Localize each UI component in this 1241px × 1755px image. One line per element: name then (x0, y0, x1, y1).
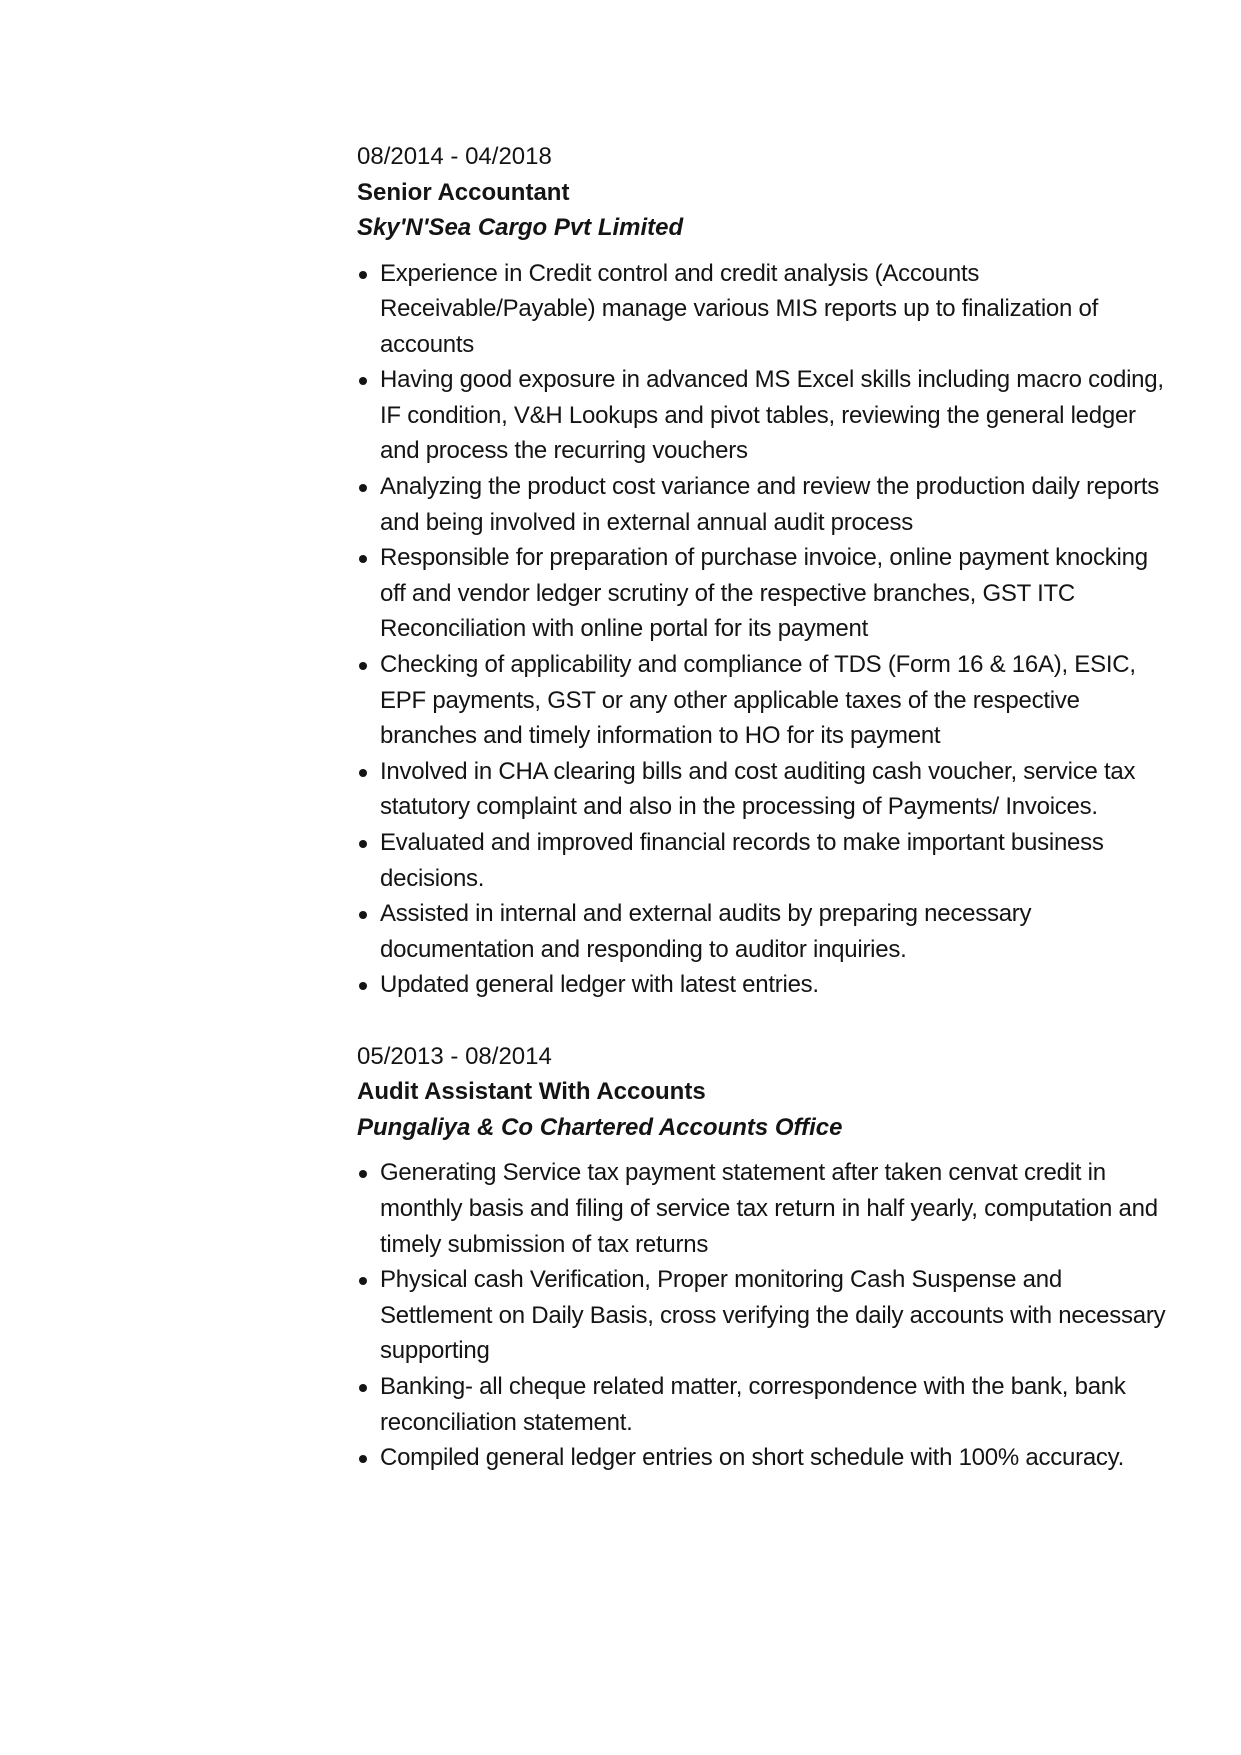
job-company: Pungaliya & Co Chartered Accounts Office (357, 1113, 843, 1141)
list-item (357, 967, 1177, 1003)
job-dates: 08/2014 - 04/2018 (357, 143, 552, 170)
bullet-icon (359, 271, 367, 279)
list-item-text: Evaluated and improved financial records to make important business decisions. (380, 829, 1104, 892)
list-item (357, 754, 1177, 825)
job-title: Audit Assistant With Accounts (357, 1078, 706, 1106)
job-company: Sky'N'Sea Cargo Pvt Limited (357, 214, 684, 241)
list-item-text: Compiled general ledger entries on short schedule with 100% accuracy. (380, 1444, 1125, 1472)
bullet-icon (359, 555, 367, 563)
bullet-icon (359, 662, 367, 670)
list-item (357, 1155, 1177, 1262)
list-item-text: Experience in Credit control and credit analysis (Accounts Receivable/Payable) manage various MIS reports up to finalization of accounts (380, 259, 1099, 358)
bullet-icon (359, 1277, 367, 1285)
list-item-text: Responsible for preparation of purchase invoice, online payment knocking off and vendor ledger scrutiny of the respective branches, GST ITC Reconciliation with online portal for its payment (380, 544, 1148, 643)
list-item-text: Physical cash Verification, Proper monitoring Cash Suspense and Settlement on Daily Basis, cross verifying the daily accounts with necessary supporting (380, 1266, 1166, 1365)
list-item (357, 825, 1177, 896)
list-item (357, 540, 1177, 647)
bullet-icon (359, 1384, 367, 1392)
list-item-text: Banking- all cheque related matter, correspondence with the bank, bank reconciliation statement. (380, 1373, 1126, 1436)
list-item-text: Having good exposure in advanced MS Excel skills including macro coding, IF condition, V&H Lookups and pivot tables, reviewing the general ledger and process the recurring vouchers (380, 366, 1164, 465)
list-item-text: Analyzing the product cost variance and review the production daily reports and being involved in external annual audit process (380, 473, 1160, 536)
bullet-icon (359, 982, 367, 990)
list-item (357, 1440, 1177, 1476)
list-item-text: Assisted in internal and external audits by preparing necessary documentation and responding to auditor inquiries. (380, 900, 1032, 963)
list-item-text: Generating Service tax payment statement after taken cenvat credit in monthly basis and filing of service tax return in half yearly, computation and timely submission of tax returns (380, 1159, 1158, 1258)
list-item-text: Involved in CHA clearing bills and cost auditing cash voucher, service tax statutory complaint and also in the processing of Payments/ Invoices. (380, 757, 1136, 821)
list-item (357, 256, 1177, 363)
job-entry (357, 139, 1177, 1003)
bullet-icon (359, 377, 367, 385)
list-item-text: Updated general ledger with latest entries. (380, 971, 819, 999)
list-item (357, 362, 1177, 469)
resume-experience-section (357, 139, 1177, 1476)
bullet-icon (359, 769, 367, 777)
list-item (357, 1369, 1177, 1440)
job-title: Senior Accountant (357, 178, 570, 206)
list-item (357, 469, 1177, 540)
job-entry (357, 1039, 1177, 1476)
job-responsibilities-list (357, 256, 1177, 1003)
bullet-icon (359, 1455, 367, 1463)
list-item-text: Checking of applicability and compliance of TDS (Form 16 & 16A), ESIC, EPF payments, GST or any other applicable taxes of the respective branches and timely information to HO for its payment (380, 651, 1136, 750)
job-dates: 05/2013 - 08/2014 (357, 1042, 552, 1070)
list-item (357, 896, 1177, 967)
job-responsibilities-list (357, 1155, 1177, 1475)
list-item (357, 647, 1177, 754)
bullet-icon (359, 484, 367, 492)
bullet-icon (359, 1170, 367, 1178)
bullet-icon (359, 911, 367, 919)
list-item (357, 1262, 1177, 1369)
bullet-icon (359, 840, 367, 848)
